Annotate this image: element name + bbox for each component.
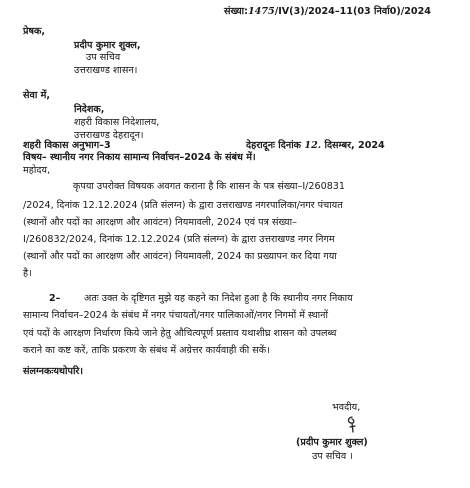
date-suffix: दिसम्बर, 2024 [324, 140, 385, 151]
recipient-location: उत्तराखण्ड देहरादून। [74, 130, 144, 141]
closing-designation: उप सचिव । [312, 451, 353, 462]
para2-line: कराने का कष्ट करें, ताकि प्रकरण के संबंध में अग्रेत्तर कार्यवाही की सकें। [23, 345, 270, 356]
para1-line: कृपया उपरोक्त विषयक अवगत कराना है कि शासन के पत्र संख्या–I/260831 [73, 181, 346, 192]
para1-line: I/260832/2024, दिनांक 12.12.2024 (प्रति संलग्न) के द्वारा उत्तराखण्ड नगर निगम [23, 234, 335, 245]
para2-line: अतः उक्त के दृष्टिगत मुझे यह कहने का निदेश हुआ है कि स्थानीय नगर निकाय [84, 293, 353, 304]
salutation: महोदय, [23, 165, 51, 176]
sender-label: प्रेषक, [23, 26, 46, 37]
reference-number [224, 6, 431, 18]
reference-prefix: संख्या: [224, 6, 248, 17]
closing-name: (प्रदीप कुमार शुक्ल) [296, 437, 368, 448]
sender-designation: उप सचिव [86, 52, 121, 63]
section-name: शहरी विकास अनुभाग–3 [23, 140, 111, 151]
letter-date [246, 140, 385, 152]
enclosure-note: संलग्नकःयथोपरि। [23, 366, 83, 377]
recipient-department: शहरी विकास निदेशालय, [74, 117, 160, 128]
date-day-handwritten: 12. [304, 140, 322, 151]
subject-line: विषय– स्थानीय नगर निकाय सामान्य निर्वाचन–2024 के संबंध में। [23, 152, 256, 163]
para1-line: (स्थानों और पदों का आरक्षण और आवंटन) नियमावली, 2024 का प्रख्यापन कर दिया गया [23, 251, 337, 262]
para1-line: (स्थानों और पदों का आरक्षण और आवंटन) नियमावली, 2024 एवं पत्र संख्या– [23, 217, 297, 228]
recipient-label: सेवा में, [23, 90, 51, 101]
para1-line: है। [23, 268, 32, 279]
para2-line: सामान्य निर्वाचन–2024 के संबंध में नगर पंचायतों/नगर पालिकाओं/नगर निगमों में स्थानों [23, 310, 328, 321]
para1-line: /2024, दिनांक 12.12.2024 (प्रति संलग्न) के द्वारा उत्तराखण्ड नगरपालिका/नगर पंचायत [23, 200, 343, 211]
signature-mark [344, 415, 362, 435]
sender-office: उत्तराखण्ड शासन। [74, 65, 138, 76]
sender-name: प्रदीप कुमार शुक्ल, [74, 40, 141, 51]
para2-line: एवं पदों के आरक्षण निर्धारण किये जाने हेतु औचित्यपूर्ण प्रस्ताव यथाशीघ्र शासन को उपलब्ध [23, 328, 337, 339]
reference-handwritten-number: 1475 [247, 6, 275, 17]
date-prefix: देहरादूनः दिनांक [246, 140, 302, 151]
reference-suffix: /IV(3)/2024–11(03 निर्वा0)/2024 [274, 6, 431, 17]
recipient-title: निदेशक, [74, 104, 105, 115]
para2-number: 2– [49, 293, 61, 304]
closing-yours: भवदीय, [332, 402, 361, 413]
